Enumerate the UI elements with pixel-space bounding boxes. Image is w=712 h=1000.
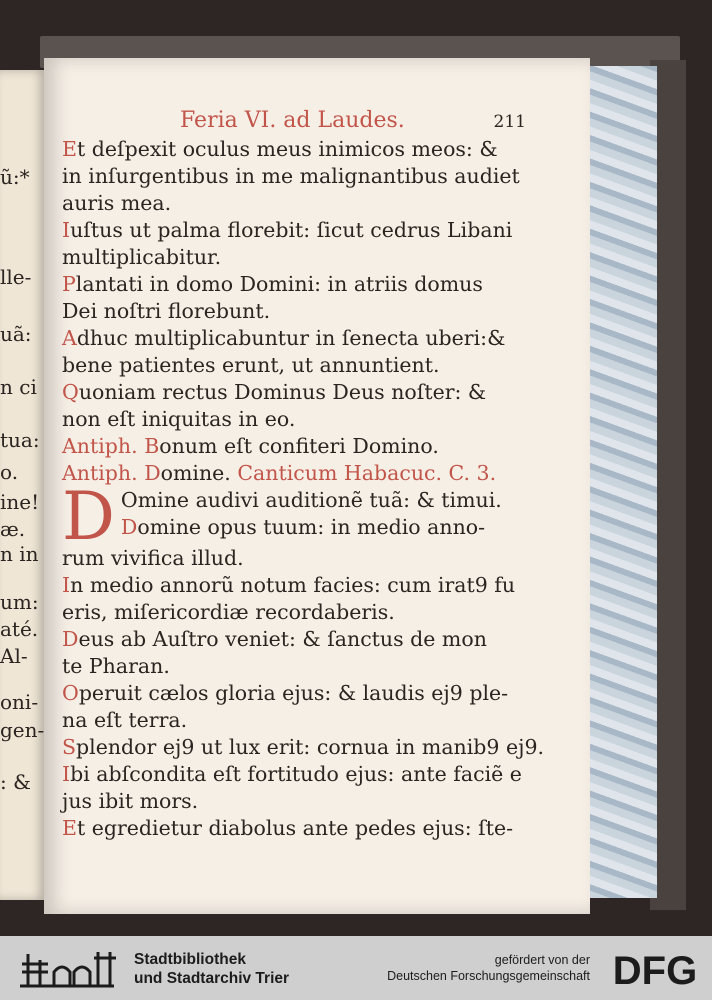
text-line [62, 244, 532, 271]
line-text: na eſt terra. [62, 708, 188, 732]
left-page-text-fragment: ũ:* [0, 165, 30, 189]
funding-note: gefördert von der Deutschen Forschungsgemeinschaft [387, 953, 590, 983]
text-line [62, 298, 532, 325]
left-page-text-fragment: tua: [0, 428, 40, 452]
line-text: auris mea. [62, 191, 172, 215]
dropcap-paragraph [62, 478, 532, 555]
text-line [62, 217, 532, 244]
rubric-initial: A [62, 326, 77, 350]
text-lines-part1 [62, 136, 532, 433]
line-text: te Pharan. [62, 654, 170, 678]
text-line [62, 761, 532, 788]
page-number: 211 [493, 112, 526, 132]
antiphon-line: Antiph. Bonum eſt confiteri Domino. [62, 434, 439, 458]
dropcap-lines [62, 487, 532, 541]
line-text: dhuc multiplicabuntur in ſenecta uberi:& [76, 326, 506, 350]
line-text: plendor ej9 ut lux erit: cornua in manib9 ej9. [76, 735, 545, 759]
text-line [62, 788, 532, 815]
text-line [62, 271, 532, 298]
left-page-text-fragment: n in [0, 542, 39, 566]
left-page-text-fragment: lle- [0, 265, 32, 289]
drop-cap-initial: D [62, 478, 115, 555]
rubric-initial: I [62, 218, 71, 242]
left-page-text-fragment: um: [0, 590, 39, 614]
line-text: bene patientes erunt, ut annuntient. [62, 353, 440, 377]
line-text: uoniam rectus Dominus Deus noſter: & [78, 380, 487, 404]
left-page-text-fragment: até. [0, 617, 39, 641]
rubric-initial: Q [62, 380, 79, 404]
page-fore-edge [585, 66, 657, 898]
left-page-text-fragment: n ci [0, 375, 37, 399]
text-line [62, 325, 532, 352]
line-text: omine opus tuum: in medio anno- [137, 515, 486, 539]
line-text: n medio annorũ notum facies: cum irat9 fu [70, 573, 516, 597]
stadtbibliothek-logo [14, 946, 122, 990]
left-page-text-fragment: o. [0, 460, 19, 484]
text-line [62, 487, 532, 514]
line-text: t deſpexit oculus meus inimicos meos: & [76, 137, 498, 161]
text-line [62, 136, 532, 163]
line-text: non eſt iniquitas in eo. [62, 407, 296, 431]
rubric-initial: I [62, 762, 71, 786]
line-text: eus ab Auſtro veniet: & ſanctus de mon [78, 627, 487, 651]
line-text: peruit cælos gloria ejus: & laudis ej9 ple- [78, 681, 509, 705]
left-page-text-fragment: uã: [0, 322, 32, 346]
text-line [62, 379, 532, 406]
text-line [62, 545, 532, 572]
page-header [62, 108, 532, 136]
line-text: rum vivifica illud. [62, 546, 244, 570]
text-line [62, 190, 532, 217]
left-page-text-fragment: gen- [0, 718, 45, 742]
text-line [62, 163, 532, 190]
rubric-initial: E [62, 137, 77, 161]
text-line [62, 406, 532, 433]
rubric-initial: P [62, 272, 76, 296]
rubric-initial: D [120, 515, 138, 539]
text-line [62, 572, 532, 599]
left-page-text-fragment: : & [0, 770, 31, 794]
text-line [62, 626, 532, 653]
line-text: jus ibit mors. [62, 789, 199, 813]
text-line [62, 707, 532, 734]
rubric-initial: D [62, 627, 79, 651]
text-line [62, 514, 532, 541]
antiphon-canticle-line: Antiph. Domine. Canticum Habacuc. C. 3. [62, 461, 497, 485]
left-page-text-fragment: Al- [0, 644, 28, 668]
line-text: in inſurgentibus in me malignantibus audiet [62, 164, 520, 188]
rubric-initial: O [62, 681, 79, 705]
text-line [62, 734, 545, 761]
line-text: multiplicabitur. [62, 245, 222, 269]
line-text: uſtus ut palma florebit: ſicut cedrus Libani [70, 218, 513, 242]
rubric-initial: S [62, 735, 77, 759]
running-title: Feria VI. ad Laudes. [180, 108, 405, 133]
footer-bar [0, 936, 712, 1000]
page-text-block [62, 108, 545, 842]
canticle-title: Canticum Habacuc. C. 3. [237, 461, 497, 485]
text-line [62, 653, 532, 680]
line-text: bi abſcondita eſt fortitudo ejus: ante faciẽ e [70, 762, 522, 786]
left-page-edge [0, 70, 46, 900]
text-line [62, 352, 532, 379]
svg-text:DFG: DFG [612, 949, 698, 990]
rubric-initial: E [62, 816, 77, 840]
text-line [62, 599, 532, 626]
line-text: eris, miſericordiæ recordaberis. [62, 600, 395, 624]
line-text: t egredietur diabolus ante pedes ejus: ſte- [76, 816, 514, 840]
text-line [62, 815, 532, 842]
left-page-text-fragment: æ. [0, 517, 26, 541]
line-text: Dei noſtri florebunt. [62, 299, 271, 323]
library-name: Stadtbibliothek und Stadtarchiv Trier [134, 951, 290, 987]
left-page-text-fragment: oni- [0, 690, 39, 714]
left-page-text-fragment: ine! [0, 490, 40, 514]
rubric-initial: I [62, 573, 71, 597]
text-line [62, 680, 532, 707]
line-text: lantati in domo Domini: in atriis domus [75, 272, 483, 296]
line-text: Omine audivi auditionẽ tuã: & timui. [120, 488, 502, 512]
dfg-logo [606, 946, 704, 990]
text-lines-part2 [62, 545, 545, 842]
